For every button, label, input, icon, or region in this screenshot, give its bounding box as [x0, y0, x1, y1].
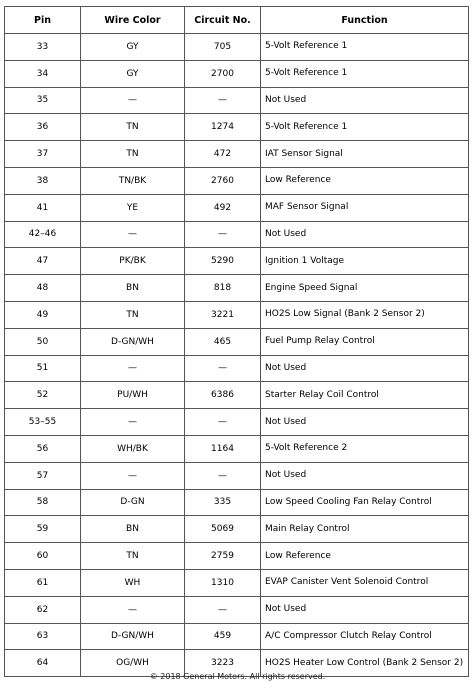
wire-color-cell: —	[81, 596, 185, 623]
pin-cell: 42–46	[5, 221, 81, 248]
table-body	[5, 34, 469, 677]
function-cell: Main Relay Control	[261, 516, 469, 543]
table-row	[5, 623, 469, 650]
wire-color-cell: TN/BK	[81, 167, 185, 194]
table-row	[5, 382, 469, 409]
wire-color-cell: D-GN	[81, 489, 185, 516]
table-row	[5, 275, 469, 302]
pin-cell: 51	[5, 355, 81, 382]
wire-color-cell: D-GN/WH	[81, 328, 185, 355]
table-row	[5, 194, 469, 221]
circuit-no-cell: 705	[185, 34, 261, 61]
header-function: Function	[261, 7, 469, 34]
wire-color-cell: TN	[81, 301, 185, 328]
wire-color-cell: GY	[81, 60, 185, 87]
wire-color-cell: BN	[81, 516, 185, 543]
table-row	[5, 409, 469, 436]
table-row	[5, 462, 469, 489]
function-cell: Ignition 1 Voltage	[261, 248, 469, 275]
pin-cell: 41	[5, 194, 81, 221]
circuit-no-cell: 1310	[185, 569, 261, 596]
pin-cell: 35	[5, 87, 81, 114]
header-row	[5, 7, 469, 34]
table-row	[5, 301, 469, 328]
function-cell: Not Used	[261, 596, 469, 623]
pin-cell: 50	[5, 328, 81, 355]
wire-color-cell: WH/BK	[81, 435, 185, 462]
table-row	[5, 355, 469, 382]
pin-cell: 33	[5, 34, 81, 61]
header-pin: Pin	[5, 7, 81, 34]
circuit-no-cell: 472	[185, 141, 261, 168]
function-cell: MAF Sensor Signal	[261, 194, 469, 221]
pin-cell: 47	[5, 248, 81, 275]
circuit-no-cell: 492	[185, 194, 261, 221]
pin-cell: 52	[5, 382, 81, 409]
table-row	[5, 489, 469, 516]
circuit-no-cell: 3221	[185, 301, 261, 328]
wire-color-cell: TN	[81, 114, 185, 141]
wire-color-cell: TN	[81, 141, 185, 168]
circuit-no-cell: 1274	[185, 114, 261, 141]
function-cell: Not Used	[261, 87, 469, 114]
pin-cell: 57	[5, 462, 81, 489]
table-row	[5, 596, 469, 623]
circuit-no-cell: 5290	[185, 248, 261, 275]
table-row	[5, 569, 469, 596]
function-cell: A/C Compressor Clutch Relay Control	[261, 623, 469, 650]
circuit-no-cell: 3223	[185, 650, 261, 677]
pin-cell: 48	[5, 275, 81, 302]
function-cell: Low Reference	[261, 543, 469, 570]
wire-color-cell: —	[81, 355, 185, 382]
wire-color-cell: OG/WH	[81, 650, 185, 677]
pin-cell: 49	[5, 301, 81, 328]
function-cell: Fuel Pump Relay Control	[261, 328, 469, 355]
table-row	[5, 87, 469, 114]
wire-color-cell: D-GN/WH	[81, 623, 185, 650]
pin-cell: 58	[5, 489, 81, 516]
wire-color-cell: TN	[81, 543, 185, 570]
wire-color-cell: PK/BK	[81, 248, 185, 275]
header-circuit-no: Circuit No.	[185, 7, 261, 34]
function-cell: Not Used	[261, 355, 469, 382]
pin-cell: 63	[5, 623, 81, 650]
function-cell: Starter Relay Coil Control	[261, 382, 469, 409]
function-cell: Not Used	[261, 221, 469, 248]
wire-color-cell: WH	[81, 569, 185, 596]
table-row	[5, 141, 469, 168]
circuit-no-cell: —	[185, 462, 261, 489]
circuit-no-cell: 335	[185, 489, 261, 516]
circuit-no-cell: 2700	[185, 60, 261, 87]
wire-color-cell: —	[81, 409, 185, 436]
circuit-no-cell: —	[185, 87, 261, 114]
pinout-table	[4, 6, 469, 677]
circuit-no-cell: 6386	[185, 382, 261, 409]
circuit-no-cell: 2760	[185, 167, 261, 194]
circuit-no-cell: —	[185, 355, 261, 382]
wire-color-cell: BN	[81, 275, 185, 302]
wire-color-cell: YE	[81, 194, 185, 221]
wire-color-cell: —	[81, 87, 185, 114]
circuit-no-cell: —	[185, 409, 261, 436]
table-row	[5, 543, 469, 570]
function-cell: Not Used	[261, 462, 469, 489]
header-wire-color: Wire Color	[81, 7, 185, 34]
pin-cell: 56	[5, 435, 81, 462]
pin-cell: 37	[5, 141, 81, 168]
table-row	[5, 221, 469, 248]
table-row	[5, 167, 469, 194]
function-cell: Low Speed Cooling Fan Relay Control	[261, 489, 469, 516]
circuit-no-cell: 465	[185, 328, 261, 355]
circuit-no-cell: —	[185, 596, 261, 623]
function-cell: Engine Speed Signal	[261, 275, 469, 302]
circuit-no-cell: 5069	[185, 516, 261, 543]
pin-cell: 64	[5, 650, 81, 677]
wire-color-cell: —	[81, 462, 185, 489]
copyright-footer: © 2018 General Motors. All rights reserved.	[149, 672, 326, 681]
pin-cell: 34	[5, 60, 81, 87]
circuit-no-cell: 1164	[185, 435, 261, 462]
wire-color-cell: PU/WH	[81, 382, 185, 409]
function-cell: HO2S Low Signal (Bank 2 Sensor 2)	[261, 301, 469, 328]
function-cell: 5-Volt Reference 1	[261, 34, 469, 61]
function-cell: EVAP Canister Vent Solenoid Control	[261, 569, 469, 596]
wire-color-cell: GY	[81, 34, 185, 61]
function-cell: 5-Volt Reference 1	[261, 114, 469, 141]
table-row	[5, 114, 469, 141]
function-cell: Not Used	[261, 409, 469, 436]
circuit-no-cell: 2759	[185, 543, 261, 570]
pin-cell: 38	[5, 167, 81, 194]
circuit-no-cell: 818	[185, 275, 261, 302]
function-cell: IAT Sensor Signal	[261, 141, 469, 168]
function-cell: 5-Volt Reference 2	[261, 435, 469, 462]
table-row	[5, 34, 469, 61]
function-cell: Low Reference	[261, 167, 469, 194]
wire-color-cell: —	[81, 221, 185, 248]
function-cell: HO2S Heater Low Control (Bank 2 Sensor 2)	[261, 650, 469, 677]
circuit-no-cell: 459	[185, 623, 261, 650]
pin-cell: 36	[5, 114, 81, 141]
function-cell: 5-Volt Reference 1	[261, 60, 469, 87]
table-row	[5, 60, 469, 87]
table-row	[5, 328, 469, 355]
table-row	[5, 516, 469, 543]
table-row	[5, 435, 469, 462]
pin-cell: 62	[5, 596, 81, 623]
circuit-no-cell: —	[185, 221, 261, 248]
pin-cell: 60	[5, 543, 81, 570]
table-row	[5, 248, 469, 275]
pin-cell: 59	[5, 516, 81, 543]
pin-cell: 53–55	[5, 409, 81, 436]
pin-cell: 61	[5, 569, 81, 596]
